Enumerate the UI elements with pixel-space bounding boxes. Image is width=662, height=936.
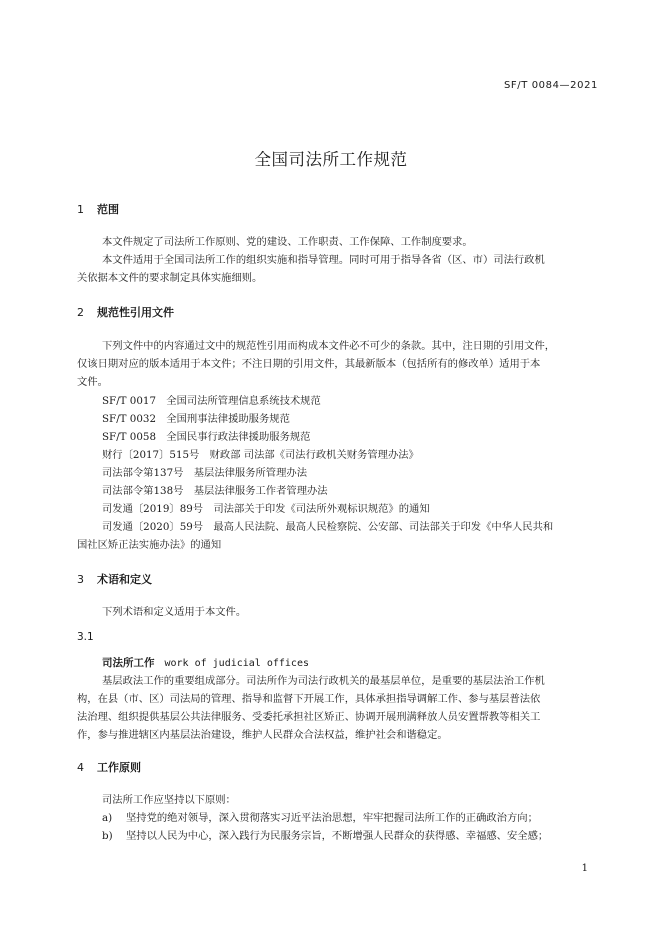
section-2-paragraph-line-1: 下列文件中的内容通过文中的规范性引用而构成本文件必不可少的条款。其中，注日期的引用文件， <box>102 340 556 352</box>
term-definition-line-4: 作，参与推进辖区内基层法治建设，维护人民群众合法权益，维护社会和谐稳定。 <box>77 729 448 741</box>
reference-item: 财行〔2017〕515号 财政部 司法部《司法行政机关财务管理办法》 <box>102 449 419 461</box>
reference-item: SF/T 0058 全国民事行政法律援助服务规范 <box>102 431 311 443</box>
section-1-heading <box>77 201 119 217</box>
document-title: 全国司法所工作规范 <box>254 150 408 169</box>
list-item-marker: b) <box>102 830 113 842</box>
standard-code: SF/T 0084—2021 <box>503 80 598 91</box>
term-definition-line-2: 构，在县（市、区）司法局的管理、指导和监督下开展工作，具体承担指导调解工作、参与基层普法依 <box>77 693 541 705</box>
section-2-paragraph-line-3: 文件。 <box>77 376 108 388</box>
term-entry <box>102 655 309 670</box>
reference-item: SF/T 0017 全国司法所管理信息系统技术规范 <box>102 395 321 407</box>
section-2-heading <box>77 304 174 320</box>
section-1-title: 范围 <box>97 203 119 216</box>
section-1-paragraph-2-line-1: 本文件适用于全国司法所工作的组织实施和指导管理。同时可用于指导各省（区、市）司法行政机 <box>102 254 545 266</box>
reference-item: 司法部令第138号 基层法律服务工作者管理办法 <box>102 485 328 497</box>
reference-item-continuation: 国社区矫正法实施办法》的通知 <box>77 539 222 551</box>
list-item <box>102 809 538 827</box>
section-2-number: 2 <box>77 306 84 319</box>
reference-item: SF/T 0032 全国刑事法律援助服务规范 <box>102 413 290 425</box>
section-2-title: 规范性引用文件 <box>97 306 174 319</box>
reference-item: 司发通〔2020〕59号 最高人民法院、最高人民检察院、公安部、司法部关于印发《中华人民共和 <box>102 521 554 533</box>
list-item-text: 坚持党的绝对领导，深入贯彻落实习近平法治思想，牢牢把握司法所工作的正确政治方向； <box>126 812 538 824</box>
term-definition-line-3: 法治理、组织提供基层公共法律服务、受委托承担社区矫正、协调开展刑满释放人员安置帮教等相关工 <box>77 711 541 723</box>
reference-item: 司发通〔2019〕89号 司法部关于印发《司法所外观标识规范》的通知 <box>102 503 430 515</box>
section-4-intro: 司法所工作应坚持以下原则： <box>102 794 236 806</box>
list-item <box>102 827 548 845</box>
section-3-number: 3 <box>77 573 84 586</box>
list-item-text: 坚持以人民为中心，深入践行为民服务宗旨，不断增强人民群众的获得感、幸福感、安全感； <box>126 830 549 842</box>
page-number: 1 <box>581 863 588 874</box>
section-1-paragraph-1: 本文件规定了司法所工作原则、党的建设、工作职责、工作保障、工作制度要求。 <box>102 236 473 248</box>
section-3-title: 术语和定义 <box>97 573 152 586</box>
section-3-intro: 下列术语和定义适用于本文件。 <box>102 606 247 618</box>
term-english: work of judicial offices <box>164 658 309 669</box>
section-3-heading <box>77 571 152 587</box>
section-4-number: 4 <box>77 761 84 774</box>
section-4-heading <box>77 759 141 775</box>
list-item-marker: a) <box>102 812 113 824</box>
reference-item: 司法部令第137号 基层法律服务所管理办法 <box>102 467 307 479</box>
term-definition-line-1: 基层政法工作的重要组成部分。司法所作为司法行政机关的最基层单位，是重要的基层法治工作机 <box>102 675 545 687</box>
section-2-paragraph-line-2: 仅该日期对应的版本适用于本文件；不注日期的引用文件，其最新版本（包括所有的修改单）适用于本 <box>77 358 541 370</box>
section-1-number: 1 <box>77 203 84 216</box>
section-4-title: 工作原则 <box>97 761 141 774</box>
term-chinese: 司法所工作 <box>102 657 155 669</box>
section-1-paragraph-2-line-2: 关依据本文件的要求制定具体实施细则。 <box>77 272 263 284</box>
subsection-3-1-number: 3.1 <box>77 631 94 643</box>
